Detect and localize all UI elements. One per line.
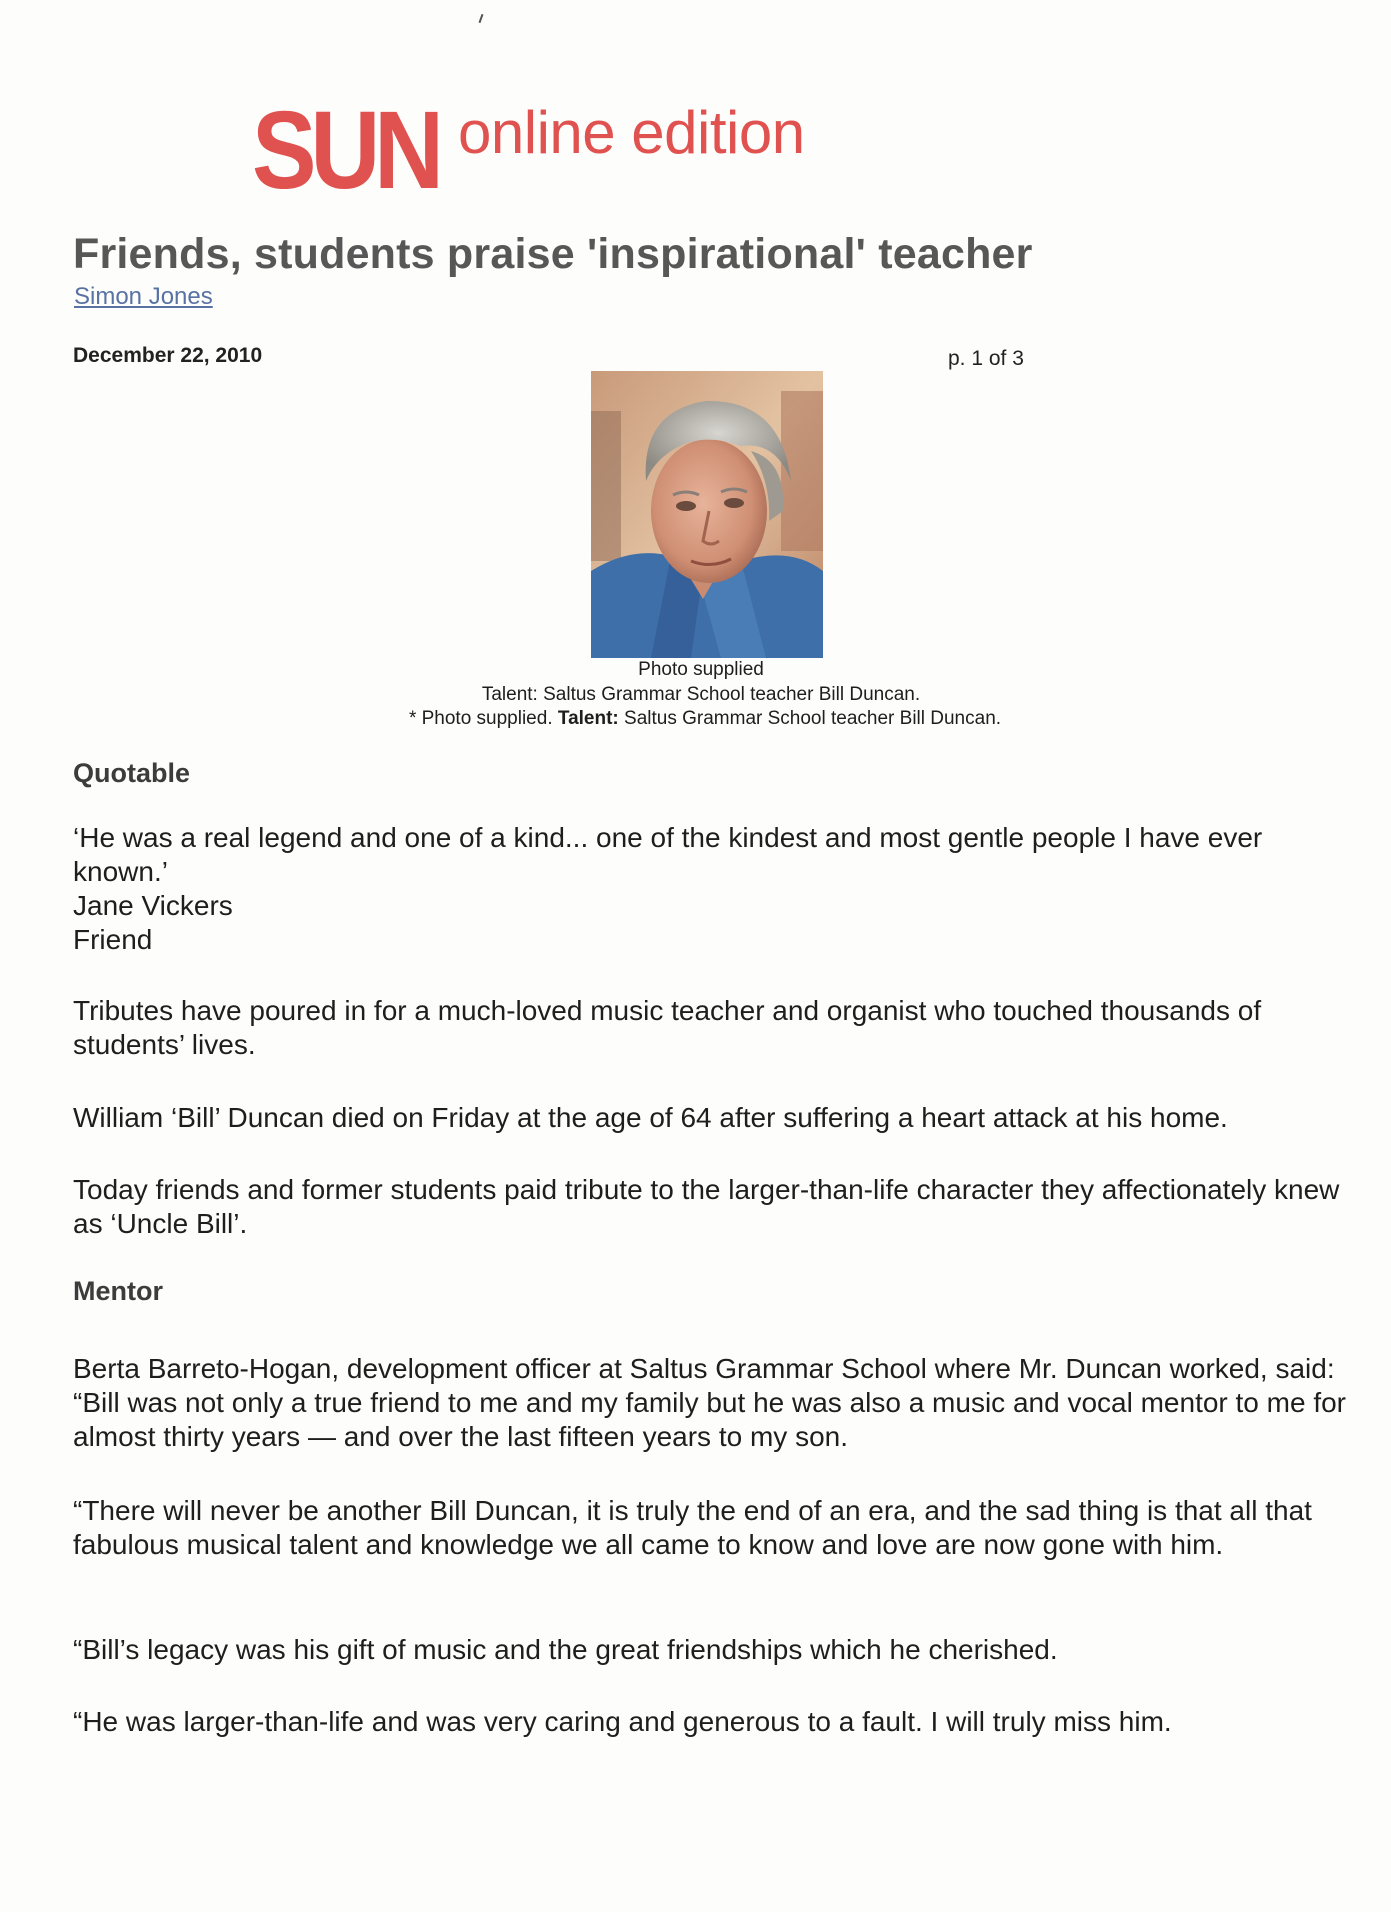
article-date: December 22, 2010 (73, 344, 263, 367)
quote-attribution-role: Friend (73, 924, 153, 955)
caption-prefix: * Photo supplied. (408, 708, 558, 729)
edition-label: online edition (458, 99, 805, 166)
quote-attribution-name: Jane Vickers (73, 890, 233, 921)
body-paragraph: Berta Barreto-Hogan, development officer at Saltus Grammar School where Mr. Duncan worked, said: “Bill was not only a true friend to me and my family but he was also a music and vocal mentor to me for almost thirty years — and over the last fifteen years to my son. (73, 1353, 1347, 1452)
page-number: p. 1 of 3 (948, 347, 1024, 370)
caption-rest: Saltus Grammar School teacher Bill Duncan. (618, 708, 1002, 729)
scan-speck (479, 14, 484, 23)
body-paragraph: William ‘Bill’ Duncan died on Friday at the age of 64 after suffering a heart attack at his home. (73, 1102, 1228, 1133)
photo-caption-full (300, 708, 1110, 730)
quote-block (73, 821, 1353, 957)
body-paragraph: “He was larger-than-life and was very caring and generous to a fault. I will truly miss him. (73, 1706, 1172, 1737)
quote-text: ‘He was a real legend and one of a kind... one of the kindest and most gentle people I have ever known.’ (73, 822, 1263, 887)
teacher-photo (591, 371, 823, 658)
sun-logo: SUN (252, 89, 438, 212)
photo-credit: Photo supplied (638, 659, 764, 680)
article-headline: Friends, students praise 'inspirational' teacher (73, 230, 1033, 278)
body-paragraph: “There will never be another Bill Duncan, it is truly the end of an era, and the sad thing is that all that fabulous musical talent and knowledge we all came to know and love are now gone with him. (73, 1495, 1312, 1560)
author-link[interactable]: Simon Jones (74, 283, 213, 310)
masthead (252, 89, 805, 212)
photo-caption: Talent: Saltus Grammar School teacher Bill Duncan. (481, 684, 921, 705)
body-paragraph: Today friends and former students paid tribute to the larger-than-life character they affectionately knew as ‘Uncle Bill’. (73, 1174, 1340, 1239)
body-paragraph: Tributes have poured in for a much-loved music teacher and organist who touched thousands of students’ lives. (73, 995, 1262, 1060)
quotable-heading: Quotable (73, 758, 191, 788)
body-paragraph: “Bill’s legacy was his gift of music and the great friendships which he cherished. (73, 1634, 1058, 1665)
mentor-heading: Mentor (73, 1276, 163, 1306)
caption-bold-label: Talent: (557, 708, 619, 729)
